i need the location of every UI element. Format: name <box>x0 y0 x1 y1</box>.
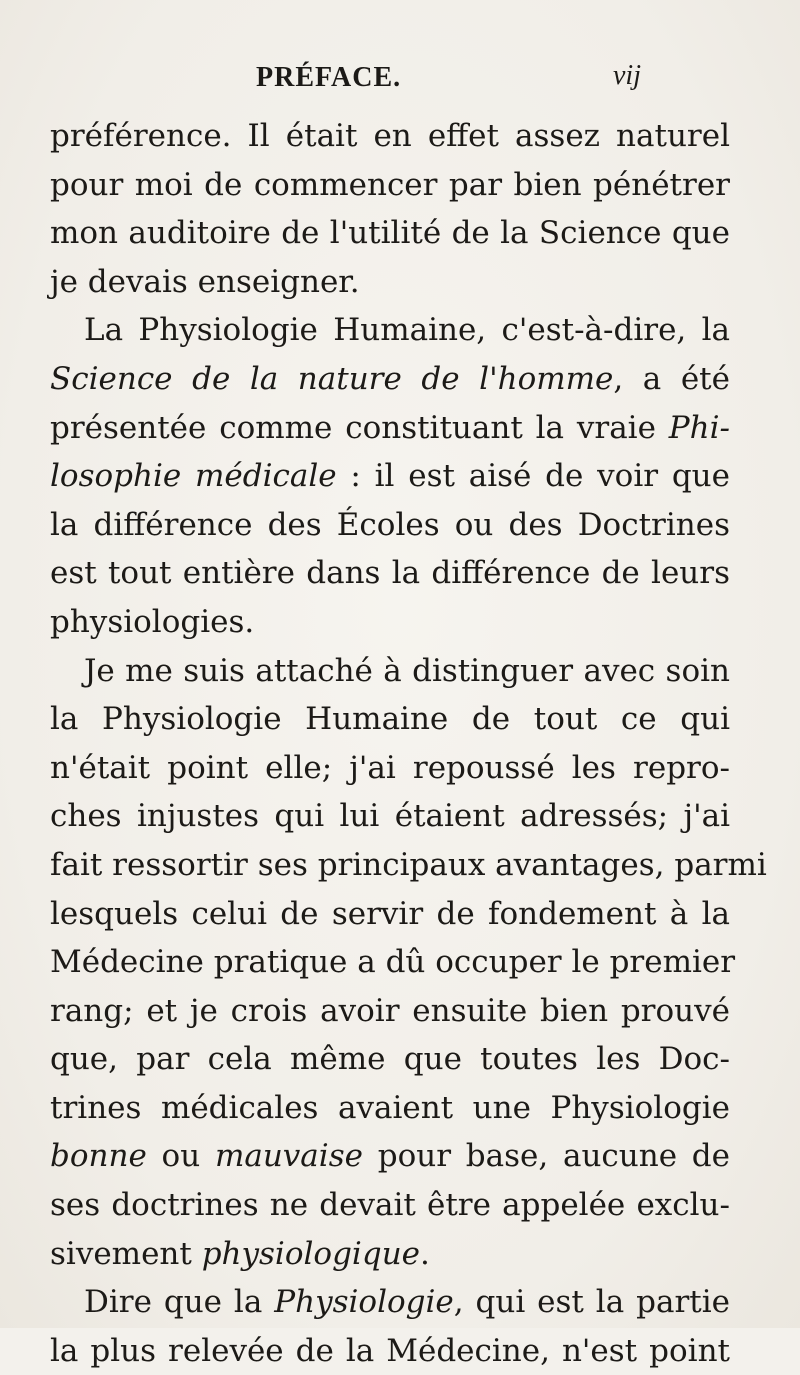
italic-text-run: bonne <box>50 1138 147 1175</box>
text-line <box>50 1278 730 1327</box>
text-run: la Physiologie Humaine de tout ce qui <box>50 701 730 738</box>
text-line <box>50 792 730 841</box>
italic-text-run: Science de la nature de l'homme <box>50 360 614 397</box>
text-run: La Physiologie Humaine, c'est-à-dire, la <box>84 312 730 349</box>
text-run: mon auditoire de l'utilité de la Science que <box>50 215 730 252</box>
text-line <box>50 890 730 939</box>
text-run: rang; et je crois avoir ensuite bien prouvé <box>50 992 730 1029</box>
text-line <box>50 695 730 744</box>
text-run: pour moi de commencer par bien pénétrer <box>50 166 730 203</box>
text-line <box>50 598 730 647</box>
text-line <box>50 112 730 161</box>
text-line <box>50 841 767 890</box>
text-run: présentée comme constituant la vraie <box>50 409 669 446</box>
text-run: la différence des Écoles ou des Doctrines <box>50 506 730 543</box>
text-run: Médecine pratique a dû occuper le premier <box>50 944 736 981</box>
text-line <box>50 549 730 598</box>
text-run: Dire que la <box>84 1284 275 1321</box>
text-line <box>50 1035 730 1084</box>
text-line <box>50 1181 730 1230</box>
text-run: fait ressortir ses principaux avantages, parmi <box>50 846 767 883</box>
running-head <box>0 58 800 98</box>
text-run: trines médicales avaient une Physiologie <box>50 1089 730 1126</box>
text-run: est tout entière dans la différence de leurs <box>50 555 730 592</box>
text-line <box>50 1084 730 1133</box>
text-run: pour base, aucune de <box>362 1138 731 1175</box>
text-line <box>50 258 730 307</box>
text-run: , qui est la partie <box>453 1284 730 1321</box>
text-line <box>50 209 730 258</box>
text-run: ches injustes qui lui étaient adressés; j'ai <box>50 798 730 835</box>
text-line <box>50 987 730 1036</box>
text-run: sivement <box>50 1235 202 1272</box>
text-line <box>50 744 730 793</box>
text-line <box>50 404 730 453</box>
text-line <box>50 938 736 987</box>
text-run: je devais enseigner. <box>50 263 360 300</box>
text-run: n'était point elle; j'ai repoussé les repro- <box>50 749 730 786</box>
text-line <box>50 161 730 210</box>
text-line <box>50 501 730 550</box>
text-run: , a été <box>613 360 730 397</box>
body-text <box>50 112 767 1375</box>
page-number: vij <box>613 60 641 91</box>
running-head-title: PRÉFACE. <box>256 62 402 93</box>
text-line <box>50 355 730 404</box>
text-line <box>50 306 730 355</box>
text-line <box>50 1132 730 1181</box>
text-run: ou <box>146 1138 215 1175</box>
text-line <box>50 647 730 696</box>
italic-text-run: Physiologie <box>274 1284 454 1321</box>
text-run: Je me suis attaché à distinguer avec soin <box>84 652 730 689</box>
text-run: : il est aisé de voir que <box>336 458 730 495</box>
italic-text-run: losophie médicale <box>50 458 337 495</box>
text-run: . <box>420 1235 430 1272</box>
text-run: ses doctrines ne devait être appelée exclu- <box>50 1187 730 1224</box>
text-run: préférence. Il était en effet assez naturel <box>50 118 730 154</box>
text-run: la plus relevée de la Médecine, n'est point <box>50 1332 730 1369</box>
text-line <box>50 1230 730 1279</box>
text-run: que, par cela même que toutes les Doc- <box>50 1041 730 1078</box>
text-line <box>50 1327 730 1375</box>
text-run: lesquels celui de servir de fondement à la <box>50 895 730 932</box>
text-run: physiologies. <box>50 603 255 640</box>
text-line <box>50 452 730 501</box>
italic-text-run: physiologique <box>201 1235 421 1272</box>
italic-text-run: mauvaise <box>214 1138 363 1175</box>
italic-text-run: Phi- <box>668 409 730 446</box>
